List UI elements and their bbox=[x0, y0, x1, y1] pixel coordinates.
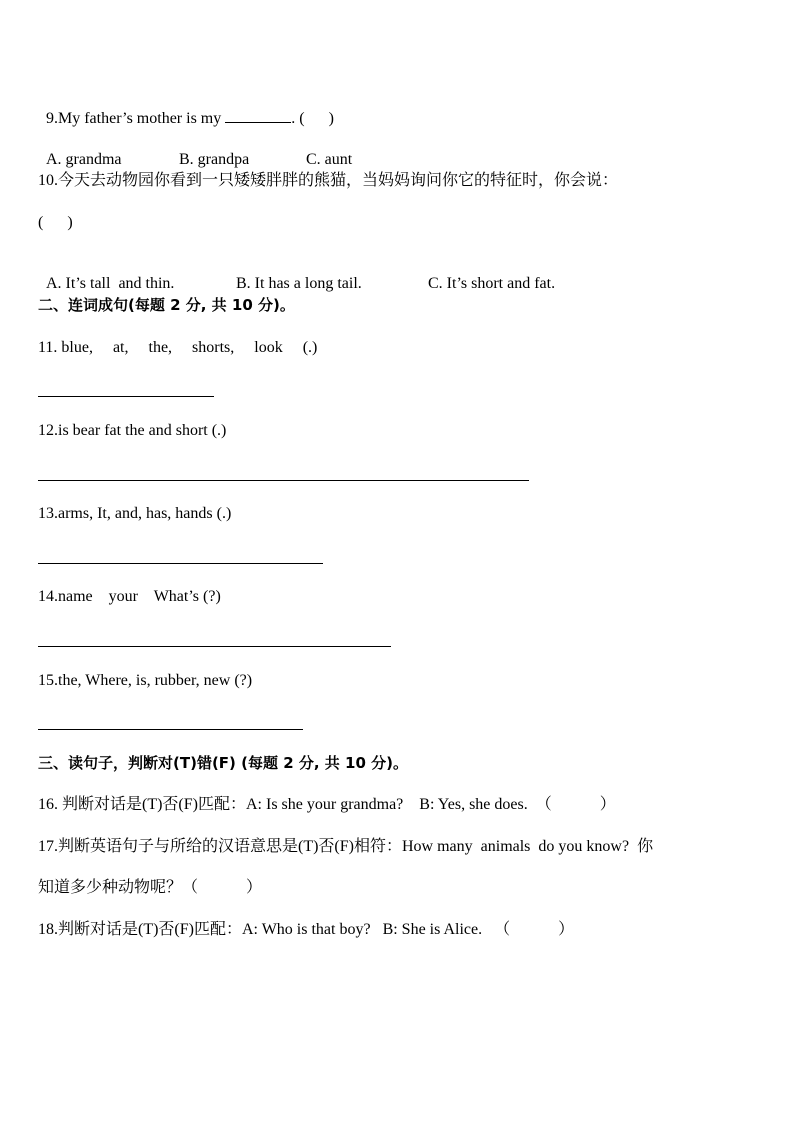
section-2-heading: 二、连词成句(每题 2 分, 共 10 分)。 bbox=[38, 296, 295, 314]
question-17: 17.判断英语句子与所给的汉语意思是(T)否(F)相符：How many animals do you know? 你 bbox=[38, 838, 654, 855]
question-9-options bbox=[38, 130, 352, 170]
question-11: 11. blue, at, the, shorts, look (.) bbox=[38, 339, 318, 356]
section-3-heading: 三、读句子，判断对(T)错(F) (每题 2 分, 共 10 分)。 bbox=[38, 754, 408, 772]
answer-line-13 bbox=[38, 563, 323, 564]
question-10-option-c: C. It’s short and fat. bbox=[428, 275, 556, 292]
question-9-text-after: . ( ) bbox=[291, 110, 334, 127]
answer-line-12 bbox=[38, 480, 529, 481]
question-9-option-c: C. aunt bbox=[306, 151, 353, 168]
answer-line-11 bbox=[38, 396, 214, 397]
question-10-option-a: A. It’s tall and thin. bbox=[46, 275, 175, 292]
question-14: 14.name your What’s (?) bbox=[38, 588, 221, 605]
question-10-stem: 10.今天去动物园你看到一只矮矮胖胖的熊猫，当妈妈询问你它的特征时，你会说： bbox=[38, 172, 619, 189]
question-18: 18.判断对话是(T)否(F)匹配：A: Who is that boy? B: She is Alice. （ ） bbox=[38, 921, 575, 938]
question-9-blank bbox=[225, 108, 291, 123]
question-16: 16. 判断对话是(T)否(F)匹配：A: Is she your grandma? B: Yes, she does. （ ） bbox=[38, 796, 616, 813]
question-9-option-b: B. grandpa bbox=[179, 151, 250, 168]
answer-line-15 bbox=[38, 729, 303, 730]
question-12: 12.is bear fat the and short (.) bbox=[38, 422, 227, 439]
question-10-paren: ( ) bbox=[38, 214, 73, 231]
question-10-options bbox=[38, 254, 555, 294]
question-17-continued: 知道多少种动物呢？（ ） bbox=[38, 879, 263, 896]
question-9-option-a: A. grandma bbox=[46, 151, 122, 168]
question-15: 15.the, Where, is, rubber, new (?) bbox=[38, 672, 253, 689]
answer-line-14 bbox=[38, 646, 391, 647]
question-9-stem bbox=[38, 88, 334, 129]
question-10-option-b: B. It has a long tail. bbox=[236, 275, 362, 292]
question-9-text-before: 9.My father’s mother is my bbox=[46, 110, 226, 127]
question-13: 13.arms, It, and, has, hands (.) bbox=[38, 505, 232, 522]
